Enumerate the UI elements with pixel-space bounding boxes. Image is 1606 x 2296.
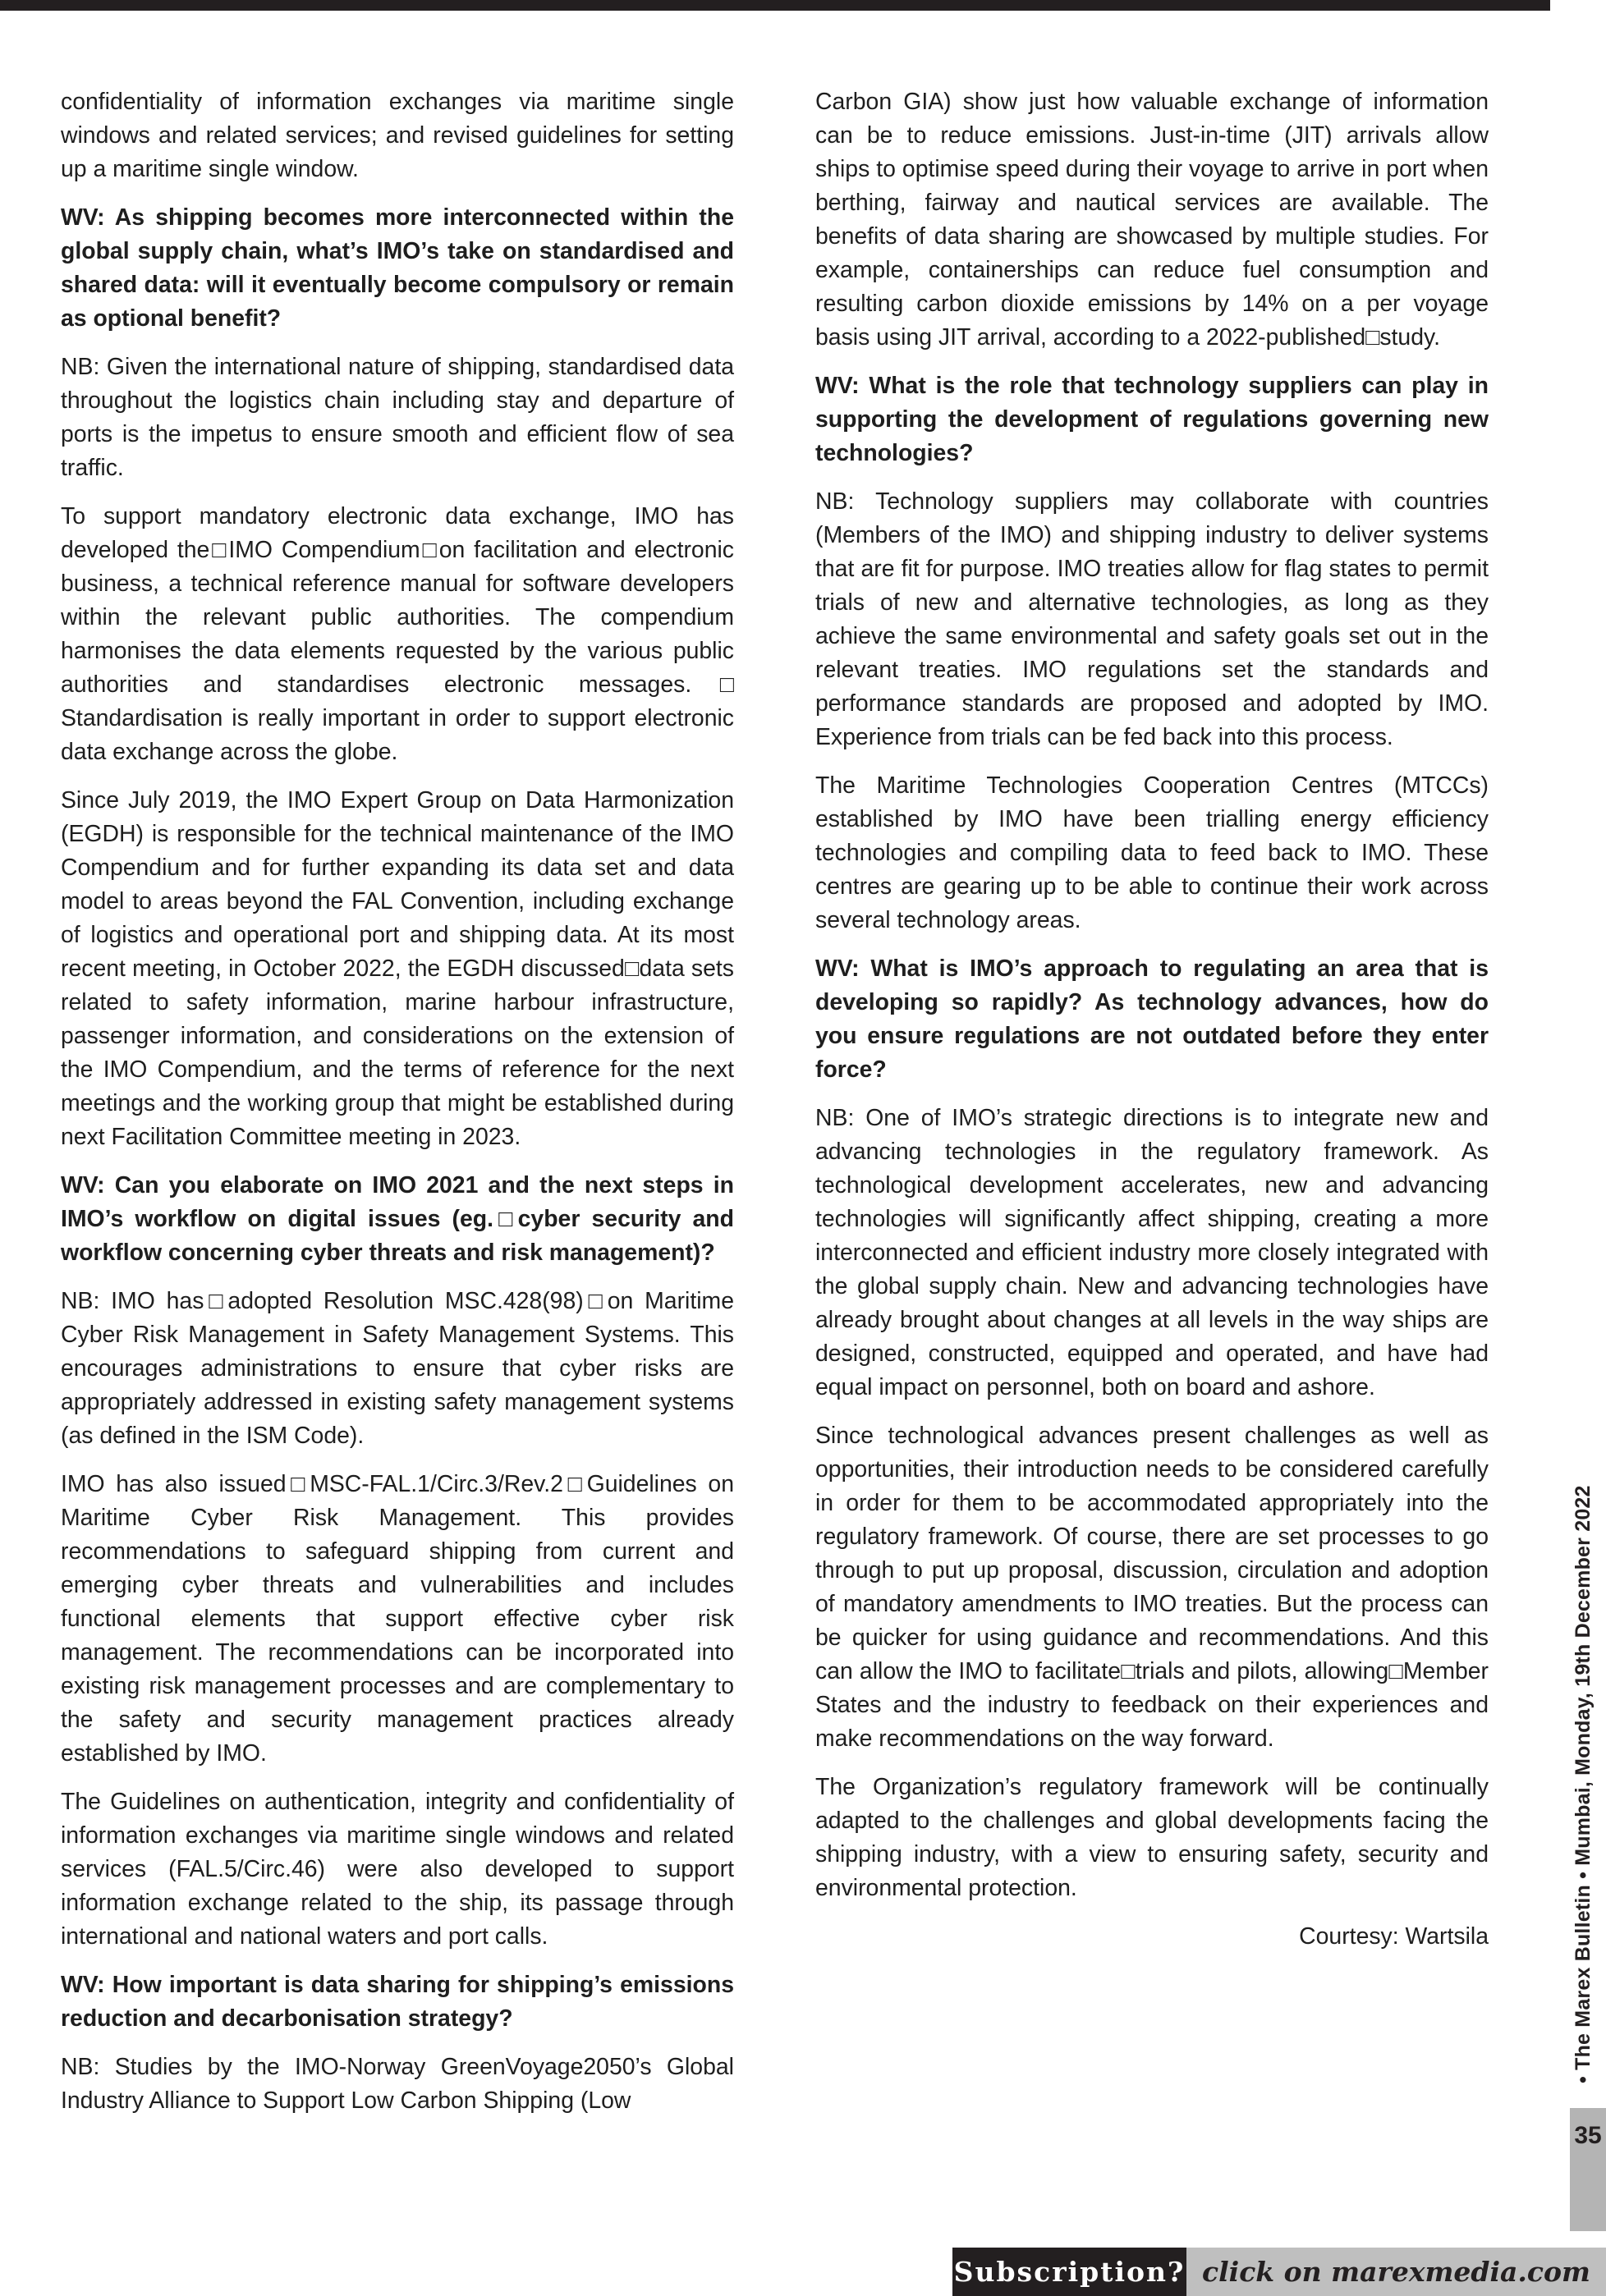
paragraph: NB: IMO has□adopted Resolution MSC.428(98)□on Maritime Cyber Risk Management in Safety Management Systems. This encourages administrations to ensure that cyber risks are appropriately addressed in existing safety management systems (as defined in the ISM Code). <box>61 1288 734 1449</box>
interview-question: WV: Can you elaborate on IMO 2021 and the next steps in IMO’s workflow on digital issues (eg.□cyber security and workflow concerning cyber threats and risk management)? <box>61 1172 734 1266</box>
interview-question: WV: What is IMO’s approach to regulating an area that is developing so rapidly? As technology advances, how do you ensure regulations are not outdated before they enter force? <box>815 956 1489 1083</box>
interview-question: WV: What is the role that technology suppliers can play in supporting the development of regulations governing new technologies? <box>815 373 1489 466</box>
paragraph: IMO has also issued□MSC-FAL.1/Circ.3/Rev.2□Guidelines on Maritime Cyber Risk Management. This provides recommendations to safeguard shipping from current and emerging cyber threats and vulnerabilities and includes functional elements that support effective cyber risk management. The recommendations can be incorporated into existing risk management processes and are complementary to the safety and security management practices already established by IMO. <box>61 1471 734 1767</box>
paragraph: Carbon GIA) show just how valuable exchange of information can be to reduce emissions. Just-in-time (JIT) arrivals allow ships to optimise speed during their voyage to arrive in port when berthing, fairway and nautical services are available. The benefits of data sharing are showcased by multiple studies. For example, containerships can reduce fuel consumption and resulting carbon dioxide emissions by 14% on a per voyage basis using JIT arrival, according to a 2022-published□study. <box>815 89 1489 351</box>
paragraph: NB: Technology suppliers may collaborate with countries (Members of the IMO) and shipping industry to deliver systems that are fit for purpose. IMO treaties allow for flag states to permit trials of new and alternative technologies, as long as they achieve the same environmental and safety goals set out in the relevant treaties. IMO regulations set the standards and performance standards are proposed and adopted by IMO. Experience from trials can be fed back into this process. <box>815 488 1489 750</box>
courtesy-credit: Courtesy: Wartsila <box>1299 1923 1489 1950</box>
paragraph: NB: One of IMO’s strategic directions is to integrate new and advancing technologies in the regulatory framework. As technological development accelerates, new and advancing technologies will significantly affect shipping, creating a more interconnected and efficient industry more closely integrated with the global supply chain. New and advancing technologies have already brought about changes at all levels in the way ships are designed, constructed, equipped and operated, and have had equal impact on personnel, both on board and ashore. <box>815 1105 1489 1400</box>
top-rule <box>0 0 1550 11</box>
paragraph: NB: Studies by the IMO-Norway GreenVoyage2050’s Global Industry Alliance to Support Low Carbon Shipping (Low <box>61 2054 734 2114</box>
left-column <box>61 85 734 2133</box>
paragraph: NB: Given the international nature of shipping, standardised data throughout the logistics chain including stay and departure of ports is the impetus to ensure smooth and efficient flow of sea traffic. <box>61 354 734 481</box>
subscription-label[interactable]: Subscription? <box>952 2248 1186 2296</box>
paragraph: The Organization’s regulatory framework will be continually adapted to the challenges and global developments facing the shipping industry, with a view to ensuring safety, security and environmental protection. <box>815 1774 1489 1901</box>
marexmedia-link[interactable]: click on marexmedia.com <box>1186 2248 1606 2296</box>
paragraph: Since technological advances present challenges as well as opportunities, their introduction needs to be considered carefully in order for them to be accommodated appropriately into the regulatory framework. Of course, there are set processes to go through to put up proposal, discussion, circulation and adoption of mandatory amendments to IMO treaties. But the process can be quicker for using guidance and recommendations. And this can allow the IMO to facilitate□trials and pilots, allowing□Member States and the industry to feedback on their experiences and make recommendations on the way forward. <box>815 1423 1489 1752</box>
paragraph: The Guidelines on authentication, integrity and confidentiality of information exchanges via maritime single windows and related services (FAL.5/Circ.46) were also developed to support information exchange related to the ship, its passage through international and national waters and port calls. <box>61 1789 734 1950</box>
interview-question: WV: As shipping becomes more interconnected within the global supply chain, what’s IMO’s take on standardised and shared data: will it eventually become compulsory or remain as optional benefit? <box>61 204 734 332</box>
paragraph: Since July 2019, the IMO Expert Group on Data Harmonization (EGDH) is responsible for the technical maintenance of the IMO Compendium and for further expanding its data set and data model to areas beyond the FAL Convention, including exchange of logistics and operational port and shipping data. At its most recent meeting, in October 2022, the EGDH discussed□data sets related to safety information, marine harbour infrastructure, passenger information, and considerations on the extension of the IMO Compendium, and the terms of reference for the next meetings and the working group that might be established during next Facilitation Committee meeting in 2023. <box>61 787 734 1150</box>
right-column <box>815 85 1489 1968</box>
paragraph: To support mandatory electronic data exchange, IMO has developed the□IMO Compendium□on facilitation and electronic business, a technical reference manual for software developers within the relevant public authorities. The compendium harmonises the data elements requested by the various public authorities and standardises electronic messages.□ Standardisation is really important in order to support electronic data exchange across the globe. <box>61 503 734 765</box>
subscription-banner[interactable] <box>952 2248 1606 2296</box>
running-head: • The Marex Bulletin • Mumbai, Monday, 19th December 2022 <box>1572 1485 1595 2083</box>
paragraph: The Maritime Technologies Cooperation Centres (MTCCs) established by IMO have been trialling energy efficiency technologies and compiling data to feed back to IMO. These centres are gearing up to be able to continue their work across several technology areas. <box>815 772 1489 933</box>
interview-question: WV: How important is data sharing for shipping’s emissions reduction and decarbonisation strategy? <box>61 1972 734 2032</box>
page-number: 35 <box>1574 2122 1602 2149</box>
paragraph: confidentiality of information exchanges via maritime single windows and related services; and revised guidelines for setting up a maritime single window. <box>61 89 734 182</box>
